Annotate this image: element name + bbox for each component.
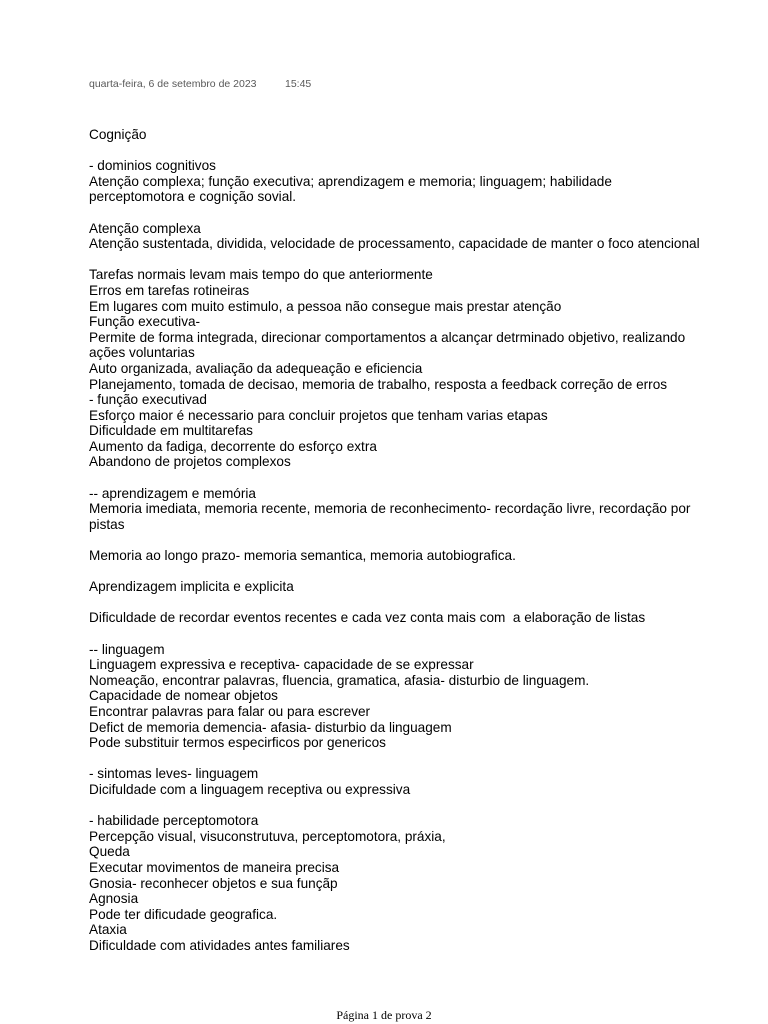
text-line: Auto organizada, avaliação da adequeação e eficiencia (89, 360, 423, 376)
text-line: Memoria ao longo prazo- memoria semantica, memoria autobiografica. (89, 548, 516, 564)
text-line: Abandono de projetos complexos (89, 454, 291, 470)
text-line: Agnosia (89, 891, 139, 907)
text-line: Encontrar palavras para falar ou para escrever (89, 703, 371, 719)
blank-line (89, 595, 761, 611)
text-line: Gnosia- reconhecer objetos e sua funçãp (89, 875, 338, 891)
text-line: - sintomas leves- linguagem (89, 766, 259, 782)
note-date: quarta-feira, 6 de setembro de 2023 (89, 78, 257, 90)
text-line: -- aprendizagem e memória (89, 485, 256, 501)
blank-line (89, 798, 761, 814)
text-line: ações voluntarias (89, 345, 195, 361)
blank-line (89, 470, 761, 486)
text-line: Capacidade de nomear objetos (89, 688, 278, 704)
text-line: Nomeação, encontrar palavras, fluencia, gramatica, afasia- disturbio de linguagem. (89, 672, 590, 688)
text-line: Esforço maior é necessario para concluir projetos que tenham varias etapas (89, 407, 548, 423)
text-line: pistas (89, 516, 125, 532)
text-line: Atenção sustentada, dividida, velocidade de processamento, capacidade de manter o foco atencional (89, 236, 700, 252)
blank-line (89, 564, 761, 580)
text-line: Dicifuldade com a linguagem receptiva ou expressiva (89, 781, 411, 797)
text-line: Aumento da fadiga, decorrente do esforço extra (89, 438, 377, 454)
text-line: Dificuldade com atividades antes familiares (89, 937, 350, 953)
text-line: Cognição (89, 127, 147, 142)
text-line: Aprendizagem implicita e explicita (89, 579, 294, 595)
text-line: Dificuldade de recordar eventos recentes e cada vez conta mais com a elaboração de listas (89, 610, 646, 626)
text-line: Queda (89, 844, 130, 860)
note-body (89, 127, 761, 953)
blank-line (89, 205, 761, 221)
text-line: Ataxia (89, 922, 127, 938)
text-line: Percepção visual, visuconstrutuva, perceptomotora, práxia, (89, 828, 446, 844)
text-line: Defict de memoria demencia- afasia- disturbio da linguagem (89, 719, 452, 735)
text-line: Planejamento, tomada de decisao, memoria de trabalho, resposta a feedback correção de erros (89, 376, 668, 392)
text-line: Permite de forma integrada, direcionar comportamentos a alcançar detrminado objetivo, realizando (89, 329, 686, 345)
text-line: Em lugares com muito estimulo, a pessoa não consegue mais prestar atenção (89, 298, 562, 314)
text-line: Executar movimentos de maneira precisa (89, 859, 340, 875)
text-line: - dominios cognitivos (89, 158, 216, 174)
text-line: Dificuldade em multitarefas (89, 423, 253, 439)
text-line: perceptomotora e cognição sovial. (89, 189, 297, 205)
blank-line (89, 532, 761, 548)
blank-line (89, 751, 761, 767)
text-line: Linguagem expressiva e receptiva- capacidade de se expressar (89, 657, 474, 673)
note-time: 15:45 (285, 78, 312, 90)
text-line: Atenção complexa (89, 220, 201, 236)
blank-line (89, 626, 761, 642)
blank-line (89, 252, 761, 268)
text-line: Pode substituir termos especirficos por genericos (89, 735, 386, 751)
text-line: Pode ter dificudade geografica. (89, 906, 278, 922)
text-line: Atenção complexa; função executiva; aprendizagem e memoria; linguagem; habilidade (89, 173, 612, 189)
text-line: - habilidade perceptomotora (89, 813, 259, 829)
text-line: - função executivad (89, 392, 207, 408)
text-line: Tarefas normais levam mais tempo do que anteriormente (89, 267, 433, 283)
text-line: Memoria imediata, memoria recente, memoria de reconhecimento- recordação livre, recordação por (89, 501, 691, 517)
text-line: Função executiva- (89, 314, 201, 330)
text-line: -- linguagem (89, 641, 165, 657)
page-footer: Página 1 de prova 2 (336, 1008, 432, 1022)
blank-line (89, 143, 761, 159)
text-line: Erros em tarefas rotineiras (89, 282, 250, 298)
